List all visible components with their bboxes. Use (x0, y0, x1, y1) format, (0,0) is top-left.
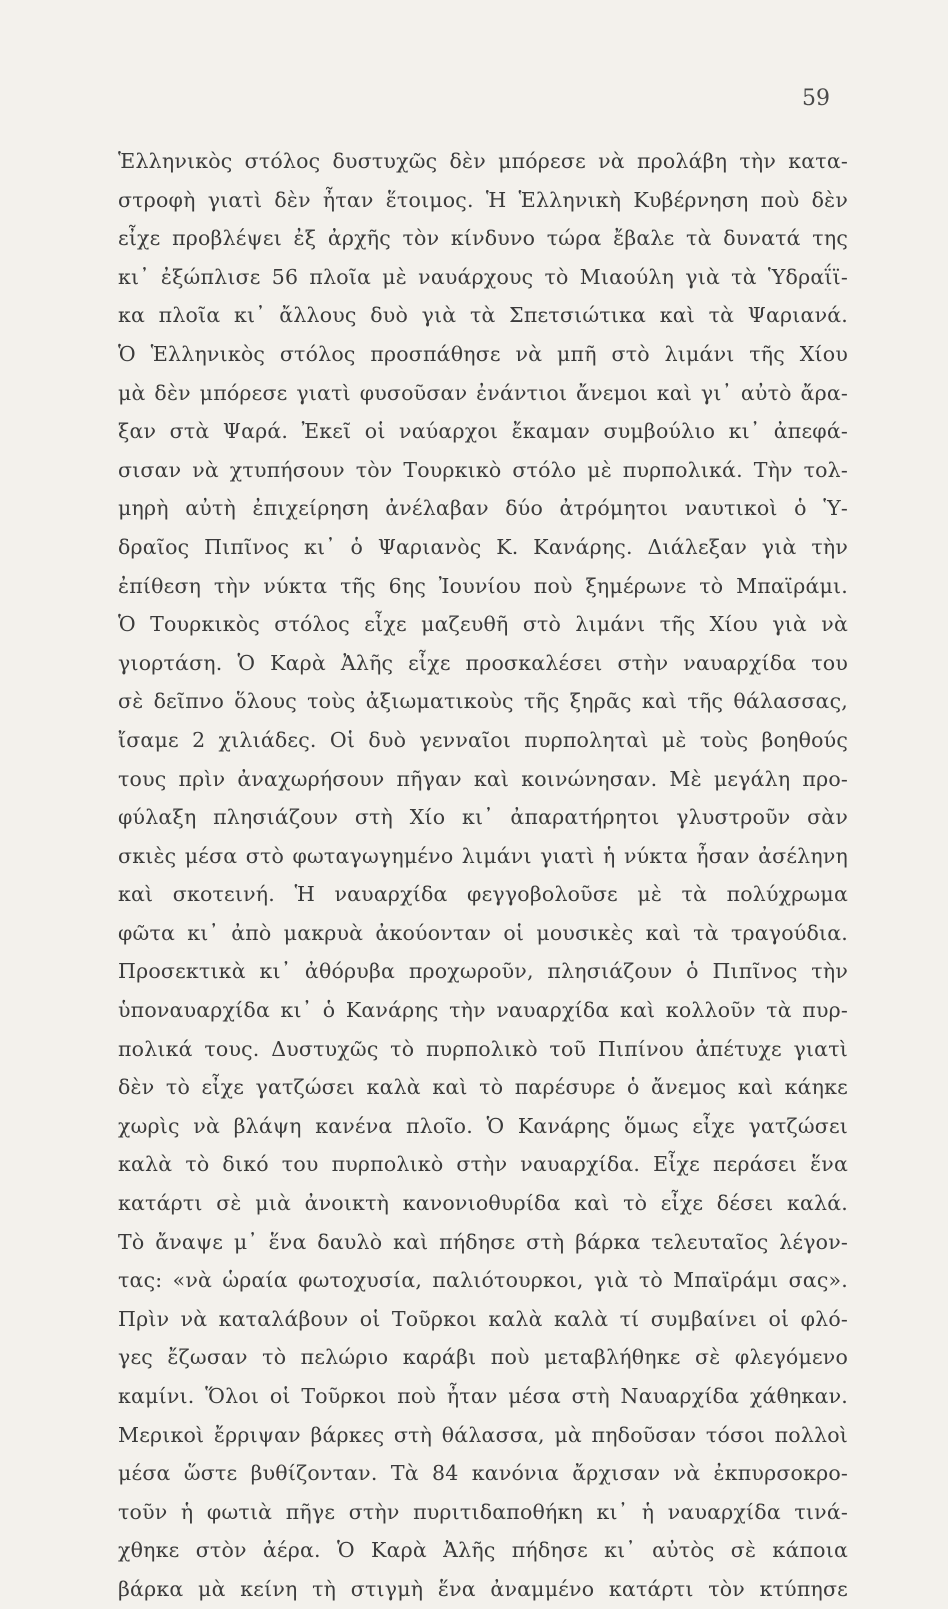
text-line: κι᾿ ἐξώπλισε 56 πλοῖα μὲ ναυάρχους τὸ Μιαούλη γιὰ τὰ Ὑδραΐϊ- (118, 264, 848, 289)
text-line: καμίνι. Ὅλοι οἱ Τοῦρκοι ποὺ ἦταν μέσα στὴ Ναυαρχίδα χάθηκαν. (118, 1384, 848, 1408)
text-line: τας: «νὰ ὡραία φωτοχυσία, παλιότουρκοι, γιὰ τὸ Μπαϊράμι σας». (118, 1268, 848, 1293)
text-line: Προσεκτικὰ κι᾿ ἀθόρυβα προχωροῦν, πλησιάζουν ὁ Πιπῖνος τὴν (118, 959, 848, 984)
text-line: σισαν νὰ χτυπήσουν τὸν Τουρκικὸ στόλο μὲ πυρπολικά. Τὴν τολ- (118, 457, 848, 482)
text-line: φύλαξη πλησιάζουν στὴ Χίο κι᾿ ἀπαρατήρητοι γλυστροῦν σὰν (118, 805, 848, 830)
text-line: χθηκε στὸν ἀέρα. Ὁ Καρὰ Ἀλῆς πήδησε κι᾿ αὐτὸς σὲ κάποια (118, 1538, 848, 1563)
text-line: τοῦν ἡ φωτιὰ πῆγε στὴν πυριτιδαποθήκη κι᾿ ἡ ναυαρχίδα τινά- (118, 1499, 848, 1524)
text-line: γες ἔζωσαν τὸ πελώριο καράβι ποὺ μεταβλήθηκε σὲ φλεγόμενο (118, 1345, 848, 1370)
text-line: τους πρὶν ἀναχωρήσουν πῆγαν καὶ κοινώνησαν. Μὲ μεγάλη προ- (118, 766, 848, 791)
text-line: στροφὴ γιατὶ δὲν ἦταν ἕτοιμος. Ἡ Ἑλληνικὴ Κυβέρνηση ποὺ δὲν (118, 187, 848, 212)
text-line: βάρκα μὰ κείνη τὴ στιγμὴ ἕνα ἀναμμένο κατάρτι τὸν κτύπησε (118, 1576, 848, 1601)
text-line: μὰ δὲν μπόρεσε γιατὶ φυσοῦσαν ἐνάντιοι ἄνεμοι καὶ γι᾿ αὐτὸ ἄρα- (118, 380, 848, 405)
text-line: γιορτάση. Ὁ Καρὰ Ἀλῆς εἶχε προσκαλέσει στὴν ναυαρχίδα του (118, 650, 848, 675)
text-line: Ὁ Τουρκικὸς στόλος εἶχε μαζευθῆ στὸ λιμάνι τῆς Χίου γιὰ νὰ (118, 612, 848, 637)
text-line: κα πλοῖα κι᾿ ἄλλους δυὸ γιὰ τὰ Σπετσιώτικα καὶ τὰ Ψαριανά. (118, 303, 848, 328)
text-line: δὲν τὸ εἶχε γατζώσει καλὰ καὶ τὸ παρέσυρε ὁ ἄνεμος καὶ κάηκε (118, 1075, 848, 1100)
text-line: κατάρτι σὲ μιὰ ἀνοικτὴ κανονιοθυρίδα καὶ τὸ εἶχε δέσει καλά. (118, 1191, 848, 1216)
text-line: χωρὶς νὰ βλάψη κανένα πλοῖο. Ὁ Κανάρης ὅμως εἶχε γατζώσει (118, 1113, 848, 1138)
text-line: ξαν στὰ Ψαρά. Ἐκεῖ οἱ ναύαρχοι ἔκαμαν συμβούλιο κι᾿ ἀπεφά- (118, 419, 848, 444)
body-text (118, 142, 848, 1609)
text-line: καὶ σκοτεινή. Ἡ ναυαρχίδα φεγγοβολοῦσε μὲ τὰ πολύχρωμα (118, 882, 848, 907)
text-line: Πρὶν νὰ καταλάβουν οἱ Τοῦρκοι καλὰ καλὰ τί συμβαίνει οἱ φλό- (118, 1306, 848, 1331)
text-line: ἴσαμε 2 χιλιάδες. Οἱ δυὸ γενναῖοι πυρποληταὶ μὲ τοὺς βοηθούς (118, 727, 848, 752)
text-line: Τὸ ἄναψε μ᾿ ἕνα δαυλὸ καὶ πήδησε στὴ βάρκα τελευταῖος λέγον- (118, 1229, 848, 1254)
text-line: μηρὴ αὐτὴ ἐπιχείρηση ἀνέλαβαν δύο ἀτρόμητοι ναυτικοὶ ὁ Ὑ- (118, 496, 848, 521)
text-line: Μερικοὶ ἔρριψαν βάρκες στὴ θάλασσα, μὰ πηδοῦσαν τόσοι πολλοὶ (118, 1422, 848, 1447)
text-line: φῶτα κι᾿ ἀπὸ μακρυὰ ἀκούονταν οἱ μουσικὲς καὶ τὰ τραγούδια. (118, 920, 848, 945)
text-line: εἶχε προβλέψει ἐξ ἀρχῆς τὸν κίνδυνο τώρα ἔβαλε τὰ δυνατά της (118, 226, 848, 251)
text-line: καλὰ τὸ δικό του πυρπολικὸ στὴν ναυαρχίδα. Εἶχε περάσει ἕνα (118, 1152, 848, 1177)
text-line: ὑποναυαρχίδα κι᾿ ὁ Κανάρης τὴν ναυαρχίδα καὶ κολλοῦν τὰ πυρ- (118, 998, 848, 1023)
text-line: Ἑλληνικὸς στόλος δυστυχῶς δὲν μπόρεσε νὰ προλάβη τὴν κατα- (118, 149, 848, 173)
text-line: πολικά τους. Δυστυχῶς τὸ πυρπολικὸ τοῦ Πιπίνου ἀπέτυχε γιατὶ (118, 1036, 848, 1061)
text-line: σὲ δεῖπνο ὅλους τοὺς ἀξιωματικοὺς τῆς ξηρᾶς καὶ τῆς θάλασσας, (118, 689, 848, 714)
text-line: ἐπίθεση τὴν νύκτα τῆς 6ης Ἰουνίου ποὺ ξημέρωνε τὸ Μπαϊράμι. (118, 573, 848, 598)
text-line: μέσα ὥστε βυθίζονταν. Τὰ 84 κανόνια ἄρχισαν νὰ ἐκπυρσοκρο- (118, 1461, 848, 1486)
page-number: 59 (802, 86, 830, 111)
text-line: σκιὲς μέσα στὸ φωταγωγημένο λιμάνι γιατὶ ἡ νύκτα ἦσαν ἀσέληνη (118, 843, 848, 868)
text-line: Ὁ Ἑλληνικὸς στόλος προσπάθησε νὰ μπῆ στὸ λιμάνι τῆς Χίου (118, 341, 848, 366)
text-line: δραῖος Πιπῖνος κι᾿ ὁ Ψαριανὸς Κ. Κανάρης. Διάλεξαν γιὰ τὴν (118, 534, 848, 559)
